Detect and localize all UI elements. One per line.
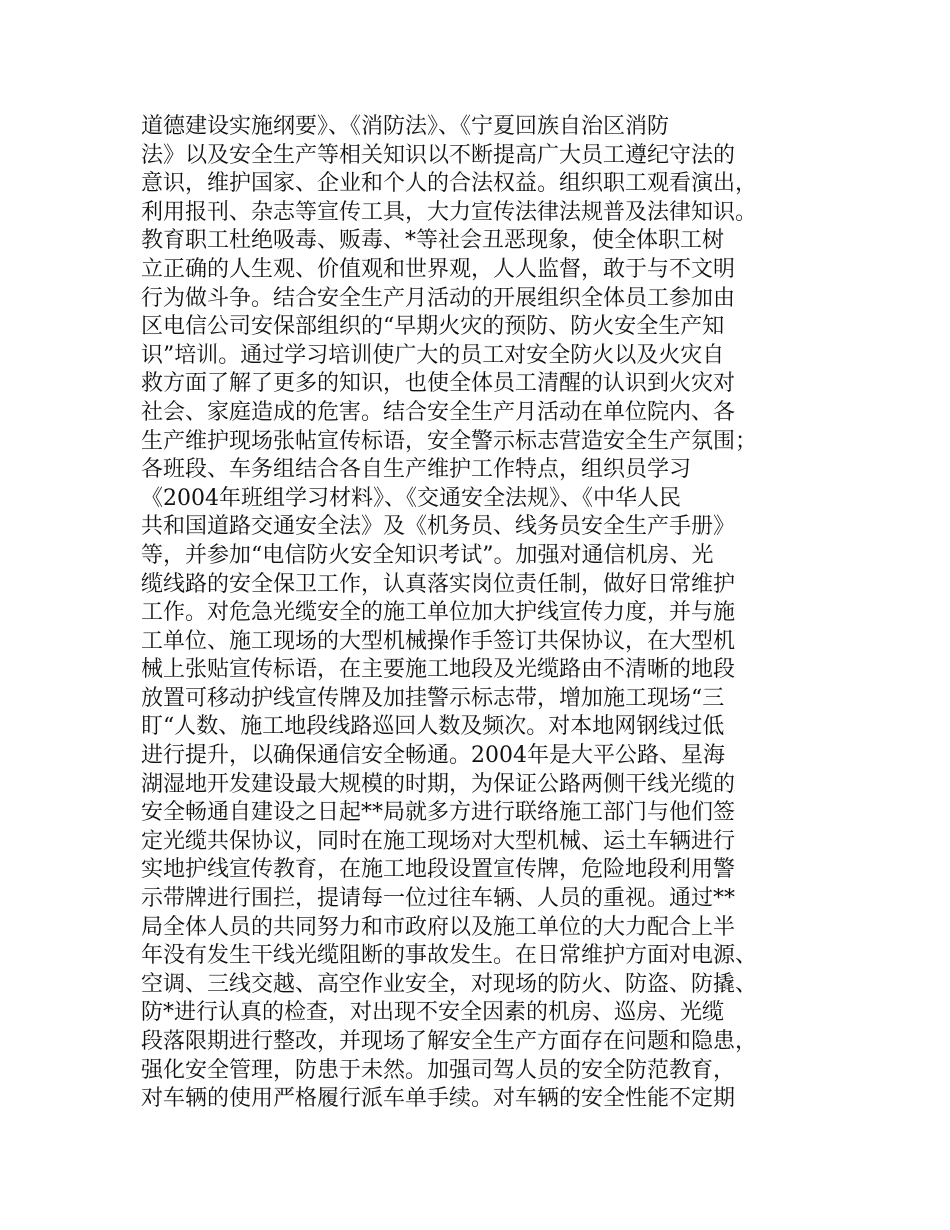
text-line: 安全畅通自建设之日起**局就多方进行联络施工部门与他们签 [141,800,736,826]
text-line: 意识，维护国家、企业和个人的合法权益。组织职工观看演出， [141,171,758,197]
text-line: 缆线路的安全保卫工作，认真落实岗位责任制，做好日常维护 [141,571,736,597]
text-line: 工单位、施工现场的大型机械操作手签订共保协议，在大型机 [141,628,736,654]
text-line: 盯“人数、施工地段线路巡回人数及频次。对本地网钢线过低 [141,714,725,740]
text-line: 空调、三线交越、高空作业安全，对现场的防火、防盗、防撬、 [141,971,758,997]
text-line: 利用报刊、杂志等宣传工具，大力宣传法律法规普及法律知识。 [141,199,758,225]
text-line: 放置可移动护线宣传牌及加挂警示标志带，增加施工现场“三 [141,685,725,711]
text-line: 实地护线宣传教育，在施工地段设置宣传牌，危险地段利用警 [141,857,736,883]
body-text [141,113,821,1114]
text-line: 等，并参加“电信防火安全知识考试”。加强对通信机房、光 [141,542,714,568]
text-line: 救方面了解了更多的知识，也使全体员工清醒的认识到火灾对 [141,371,736,397]
text-line: 各班段、车务组结合各自生产维护工作特点，组织员学习 [141,457,692,483]
text-line: 械上张贴宣传标语，在主要施工地段及光缆路由不清晰的地段 [141,657,736,683]
text-line: 防*进行认真的检查，对出现不安全因素的机房、巡房、光缆 [141,1000,725,1026]
text-line: 工作。对危急光缆安全的施工单位加大护线宣传力度，并与施 [141,600,736,626]
text-line: 段落限期进行整改，并现场了解安全生产方面存在问题和隐患， [141,1029,758,1054]
text-line: 定光缆共保协议，同时在施工现场对大型机械、运土车辆进行 [141,828,736,854]
text-line: 识”培训。通过学习培训使广大的员工对安全防火以及火灾自 [141,342,725,368]
text-line: 示带牌进行围拦，提请每一位过往车辆、人员的重视。通过** [141,886,736,912]
text-line: 《2004年班组学习材料》、《交通安全法规》、《中华人民 [141,485,681,511]
text-line: 区电信公司安保部组织的“早期火灾的预防、防火安全生产知 [141,314,725,340]
text-line: 行为做斗争。结合安全生产月活动的开展组织全体员工参加由 [141,285,736,311]
text-line: 教育职工杜绝吸毒、贩毒、*等社会丑恶现象，使全体职工树 [141,228,725,254]
text-line: 立正确的人生观、价值观和世界观，人人监督，敢于与不文明 [141,256,736,282]
text-line: 年没有发生干线光缆阻断的事故发生。在日常维护方面对电源、 [141,943,758,969]
text-line: 湖湿地开发建设最大规模的时期，为保证公路两侧干线光缆的 [141,771,736,797]
text-line: 局全体人员的共同努力和市政府以及施工单位的大力配合上半 [141,914,736,940]
text-line: 共和国道路交通安全法》及《机务员、线务员安全生产手册》 [141,514,736,540]
text-line: 生产维护现场张帖宣传标语，安全警示标志营造安全生产氛围； [141,428,758,454]
text-line: 对车辆的使用严格履行派车单手续。对车辆的安全性能不定期 [141,1086,736,1112]
text-line: 强化安全管理，防患于未然。加强司驾人员的安全防范教育， [141,1057,736,1083]
text-line: 道德建设实施纲要》、《消防法》、《宁夏回族自治区消防 [141,114,670,139]
text-line: 社会、家庭造成的危害。结合安全生产月活动在单位院内、各 [141,399,736,425]
text-line: 法》以及安全生产等相关知识以不断提高广大员工遵纪守法的 [141,142,736,168]
text-line: 进行提升，以确保通信安全畅通。2004年是大平公路、星海 [141,743,725,769]
